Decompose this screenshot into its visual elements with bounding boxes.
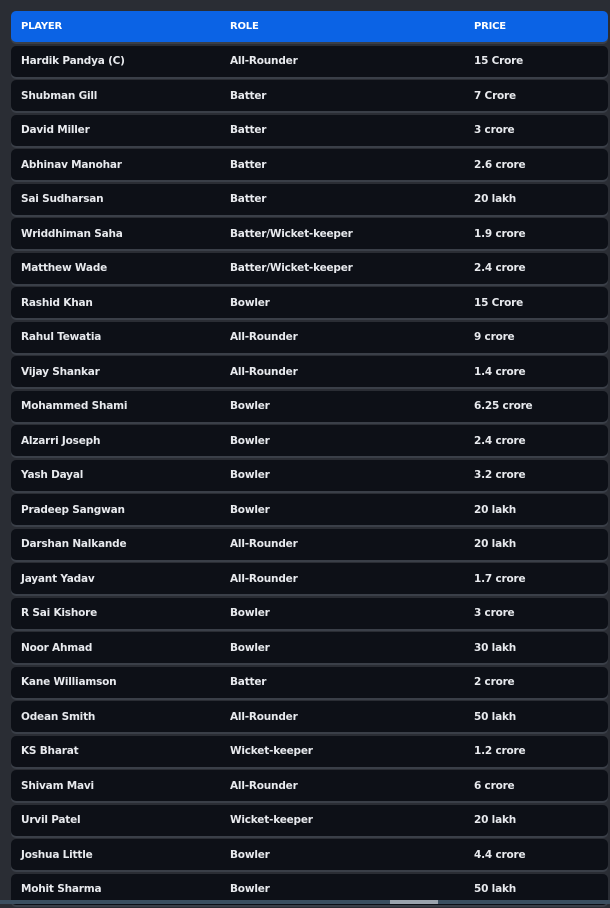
- cell-price: 1.7 crore: [474, 572, 526, 585]
- cell-price: 30 lakh: [474, 641, 517, 654]
- cell-price: 9 crore: [474, 331, 515, 343]
- cell-player: Mohit Sharma: [21, 883, 102, 895]
- table-row[interactable]: [11, 253, 608, 284]
- cell-player: Darshan Nalkande: [21, 538, 127, 550]
- cell-price: 1.2 crore: [474, 745, 526, 757]
- cell-price: 3 crore: [474, 124, 515, 136]
- cell-role: Bowler: [230, 848, 270, 861]
- table-body: [11, 46, 608, 905]
- table-header: [11, 11, 608, 42]
- cell-role: Bowler: [230, 400, 270, 412]
- table-row[interactable]: [11, 356, 608, 387]
- cell-price: 50 lakh: [474, 883, 517, 895]
- cell-role: Bowler: [230, 434, 270, 447]
- cell-player: Noor Ahmad: [21, 641, 93, 654]
- table-row[interactable]: [11, 529, 608, 560]
- table-row[interactable]: [11, 460, 608, 491]
- cell-player: Alzarri Joseph: [21, 434, 101, 447]
- table-row[interactable]: [11, 839, 608, 870]
- table-row[interactable]: [11, 46, 608, 77]
- cell-price: 6.25 crore: [474, 400, 533, 412]
- table-row[interactable]: [11, 667, 608, 698]
- cell-price: 15 Crore: [474, 296, 524, 309]
- cell-player: Yash Dayal: [21, 469, 84, 481]
- player-table: [11, 11, 608, 908]
- cell-role: Bowler: [230, 641, 270, 654]
- cell-player: Jayant Yadav: [21, 572, 95, 585]
- cell-role: All-Rounder: [230, 710, 298, 723]
- cell-player: Matthew Wade: [21, 262, 108, 274]
- cell-player: KS Bharat: [21, 745, 79, 757]
- cell-role: Batter: [230, 158, 267, 171]
- table-row[interactable]: [11, 736, 608, 767]
- cell-price: 20 lakh: [474, 814, 517, 826]
- cell-price: 1.4 crore: [474, 365, 526, 378]
- table-row[interactable]: [11, 80, 608, 111]
- cell-player: Kane Williamson: [21, 676, 117, 688]
- cell-role: Batter/Wicket-keeper: [230, 227, 353, 240]
- cell-price: 2.4 crore: [474, 262, 526, 274]
- table-row[interactable]: [11, 494, 608, 525]
- cell-player: Mohammed Shami: [21, 400, 128, 412]
- cell-price: 3 crore: [474, 607, 515, 619]
- table-row[interactable]: [11, 218, 608, 249]
- header-price[interactable]: PRICE: [474, 21, 506, 32]
- table-row[interactable]: [11, 805, 608, 836]
- header-role[interactable]: ROLE: [230, 21, 259, 32]
- table-row[interactable]: [11, 149, 608, 180]
- cell-player: Abhinav Manohar: [21, 158, 122, 171]
- cell-player: Vijay Shankar: [21, 365, 100, 378]
- cell-price: 7 Crore: [474, 89, 516, 102]
- cell-player: David Miller: [21, 124, 90, 136]
- table-row[interactable]: [11, 184, 608, 215]
- cell-role: Bowler: [230, 883, 270, 895]
- cell-player: Wriddhiman Saha: [21, 227, 123, 240]
- cell-role: Wicket-keeper: [230, 814, 313, 826]
- cell-price: 20 lakh: [474, 503, 517, 516]
- cell-player: Shivam Mavi: [21, 779, 94, 792]
- cell-role: Bowler: [230, 296, 270, 309]
- cell-price: 6 crore: [474, 779, 515, 792]
- table-row[interactable]: [11, 632, 608, 663]
- cell-role: All-Rounder: [230, 572, 298, 585]
- table-row[interactable]: [11, 391, 608, 422]
- cell-player: Rahul Tewatia: [21, 331, 102, 343]
- cell-role: Wicket-keeper: [230, 745, 313, 757]
- cell-role: Bowler: [230, 469, 270, 481]
- table-row[interactable]: [11, 563, 608, 594]
- cell-player: Rashid Khan: [21, 296, 93, 309]
- cell-player: Shubman Gill: [21, 89, 98, 102]
- cell-player: Odean Smith: [21, 710, 96, 723]
- cell-price: 2.4 crore: [474, 434, 526, 447]
- table-row[interactable]: [11, 322, 608, 353]
- cell-role: Batter/Wicket-keeper: [230, 262, 353, 274]
- cell-role: Batter: [230, 193, 267, 205]
- scrollbar-thumb[interactable]: [390, 900, 438, 904]
- cell-player: Hardik Pandya (C): [21, 55, 125, 67]
- cell-role: Batter: [230, 676, 267, 688]
- cell-player: Pradeep Sangwan: [21, 503, 125, 516]
- cell-price: 20 lakh: [474, 538, 517, 550]
- table-row[interactable]: [11, 287, 608, 318]
- cell-role: All-Rounder: [230, 55, 298, 67]
- cell-price: 2 crore: [474, 676, 515, 688]
- header-player[interactable]: PLAYER: [21, 21, 63, 32]
- cell-role: All-Rounder: [230, 331, 298, 343]
- table-row[interactable]: [11, 770, 608, 801]
- cell-price: 4.4 crore: [474, 848, 526, 861]
- cell-player: Joshua Little: [21, 848, 93, 861]
- cell-price: 3.2 crore: [474, 469, 526, 481]
- cell-role: Batter: [230, 89, 267, 102]
- table-row[interactable]: [11, 425, 608, 456]
- cell-role: All-Rounder: [230, 538, 298, 550]
- cell-role: Bowler: [230, 607, 270, 619]
- cell-role: All-Rounder: [230, 365, 298, 378]
- cell-role: Bowler: [230, 503, 270, 516]
- table-row[interactable]: [11, 701, 608, 732]
- cell-player: Sai Sudharsan: [21, 193, 104, 205]
- table-row[interactable]: [11, 115, 608, 146]
- cell-price: 15 Crore: [474, 55, 524, 67]
- cell-role: Batter: [230, 124, 267, 136]
- table-row[interactable]: [11, 598, 608, 629]
- cell-player: Urvil Patel: [21, 814, 81, 826]
- cell-price: 1.9 crore: [474, 227, 526, 240]
- cell-price: 20 lakh: [474, 193, 517, 205]
- cell-player: R Sai Kishore: [21, 607, 98, 619]
- cell-price: 2.6 crore: [474, 158, 526, 171]
- cell-role: All-Rounder: [230, 779, 298, 792]
- cell-price: 50 lakh: [474, 710, 517, 723]
- horizontal-scrollbar[interactable]: [0, 900, 610, 904]
